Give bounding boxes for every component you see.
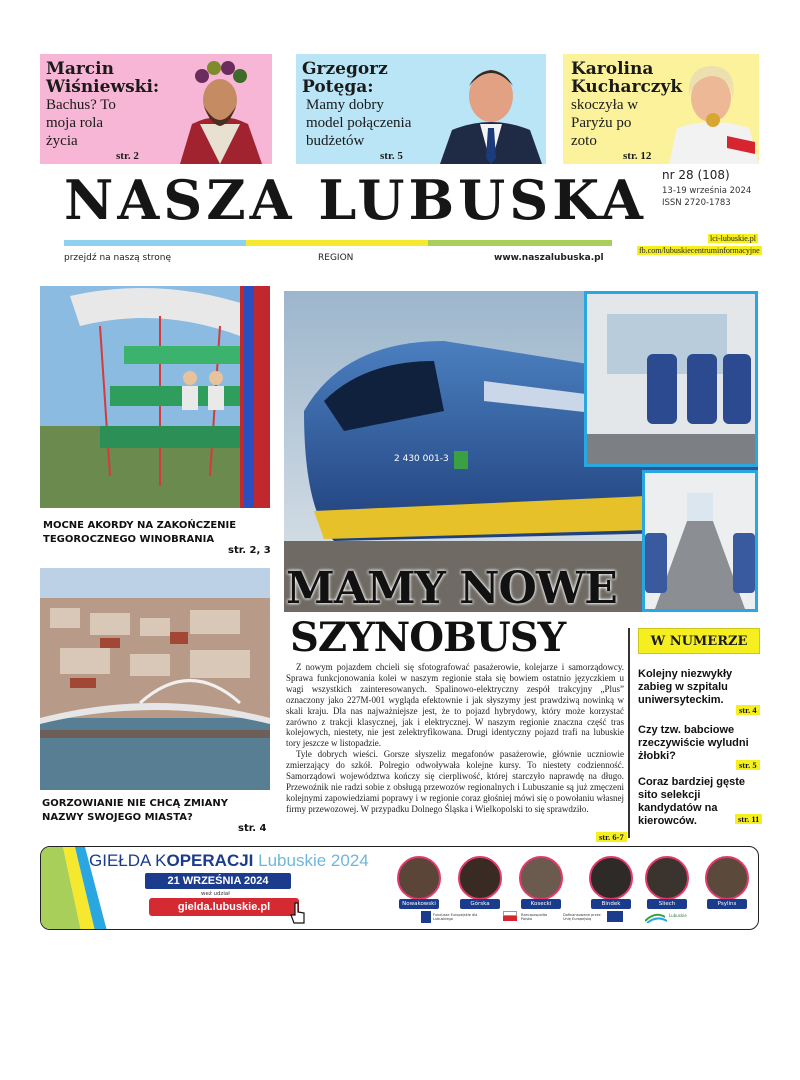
article-paragraph: Tyle dobrych wieści. Gorsze słyszeliz megafonów pasażerowie, głównie uczniowie zmierzający do szkół. Polregio odwoływała kolejne kursy. To niestety codzienność. Samorządowi województwa kończy się cierpliwość, której starczyło naprawdę na długo. Przewoźnik nie radzi sobie z obsługą przewozów regionalnych i Lubuszanie są już zmęczeni kolejnymi zapowiedziami poprawy i w regionie coraz głośniej mówi się o powołaniu własnej firmy przewozowej. W przypadku Dolnego Śląska i Wielkopolski to się sprawdziło. bbox=[286, 749, 624, 814]
banner-small-note: weź udział bbox=[201, 891, 230, 897]
teaser-page: str. 12 bbox=[623, 150, 652, 162]
banner-title-part: GIEŁDA K bbox=[89, 851, 167, 870]
banner-link-button[interactable]: gielda.lubuskie.pl bbox=[149, 898, 299, 916]
pl-flag-red bbox=[503, 916, 517, 921]
kucharczyk-photo bbox=[667, 54, 759, 164]
teaser-name: Grzegorz Potęga: bbox=[302, 59, 388, 97]
sidebar-title: W NUMERZE bbox=[650, 634, 748, 649]
website-prompt: przejdź na naszą stronę bbox=[64, 253, 172, 263]
speaker-avatar bbox=[458, 856, 502, 900]
article-paragraph: Z nowym pojazdem chcieli się sfotografować pasażerowie, kolejarze i samorządowcy. Sprawa funkcjonowania kolei w naszym regionie stała się bowiem ostatnio języczkiem u wagi wszystkich zainteresowanych. Spalinowo-elektryczny zespół trakcyjny „Plus” oznaczony jako 227M-001 wygląda efektownie i jak słyszymy jest prawdziwą nowinką w skali kraju. Dla nas najważniejsze jest, że to pojazd hybrydowy, który może korzystać zarówno z trakcji klasycznej, jak i elektrycznej. W naszym regionie znaczna część tras kolejowych, niestety, nie jest zelektryfikowana. Drugi identyczny pojazd trafi na lubuskie tory jeszcze w listopadzie. bbox=[286, 662, 624, 749]
lubuskie-logo-icon bbox=[645, 911, 667, 923]
color-bar-yellow bbox=[246, 240, 428, 246]
link-facebook[interactable]: fb.com/lubuskiecentruminformacyjne bbox=[639, 246, 760, 255]
gielda-kooperacji-banner[interactable] bbox=[40, 846, 759, 930]
speaker-avatar bbox=[519, 856, 563, 900]
train-interior-photo-2 bbox=[642, 470, 758, 612]
speaker-avatar bbox=[397, 856, 441, 900]
teaser-page: str. 5 bbox=[380, 150, 403, 162]
link-lci[interactable]: lci-lubuskie.pl bbox=[710, 234, 756, 243]
gorzow-caption[interactable]: GORZOWIANIE NIE CHCĄ ZMIANY NAZWY SWOJEGO MIASTA? bbox=[42, 798, 228, 823]
speaker-name: Nowakowski bbox=[399, 899, 439, 909]
speaker-avatar bbox=[645, 856, 689, 900]
sidebar-header bbox=[638, 628, 760, 654]
issue-date: 13-19 września 2024 bbox=[662, 186, 752, 196]
teaser-quote: skoczyła w Paryżu po zoto bbox=[571, 97, 639, 149]
banner-title-part: Lubuskie 2024 bbox=[258, 851, 369, 870]
speaker-name: Bindek bbox=[591, 899, 631, 909]
train-number: 2 430 001-3 bbox=[394, 454, 449, 464]
sidebar-item-drivers[interactable]: Coraz bardziej gęste sito selekcji kandydatów na kierowców. bbox=[638, 776, 745, 827]
issue-number: nr 28 (108) bbox=[662, 168, 730, 182]
speaker-name: Górska bbox=[460, 899, 500, 909]
color-bar-blue bbox=[64, 240, 246, 246]
gorzow-aerial-photo bbox=[40, 568, 270, 790]
main-story-page: str. 6-7 bbox=[596, 832, 627, 842]
eu-flag-icon bbox=[607, 911, 623, 922]
masthead-title: NASZA LUBUSKA bbox=[64, 168, 647, 232]
website-url[interactable]: www.naszalubuska.pl bbox=[494, 253, 604, 263]
gorzow-page: str. 4 bbox=[238, 823, 267, 834]
logo-label: Rzeczpospolita Polska bbox=[521, 913, 548, 921]
bachus-photo bbox=[170, 54, 270, 164]
winobranie-caption[interactable]: MOCNE AKORDY NA ZAKOŃCZENIE TEGOROCZNEGO WINOBRANIA bbox=[43, 520, 237, 545]
speaker-avatar bbox=[589, 856, 633, 900]
region-label: REGION bbox=[318, 253, 354, 263]
teaser-quote: Bachus? To moja rola życia bbox=[46, 97, 116, 149]
logo-label: Dofinansowane przez Unię Europejską bbox=[563, 913, 601, 921]
winobranie-photo bbox=[40, 286, 270, 508]
sidebar-divider bbox=[628, 628, 630, 838]
train-interior-photo-1 bbox=[584, 291, 758, 467]
teaser-name: Karolina Kucharczyk bbox=[571, 59, 683, 97]
fe-logo-icon bbox=[421, 911, 431, 923]
cursor-hand-icon bbox=[289, 901, 309, 925]
sidebar-item-page: str. 4 bbox=[736, 705, 760, 715]
speaker-avatar bbox=[705, 856, 749, 900]
teaser-wisniewski[interactable] bbox=[40, 54, 272, 164]
banner-title-part: OPERACJI bbox=[166, 851, 254, 870]
banner-date: 21 WRZEŚNIA 2024 bbox=[145, 873, 291, 889]
teaser-quote: Mamy dobry model połączenia budżetów bbox=[306, 97, 412, 149]
sidebar-item-page: str. 5 bbox=[736, 760, 760, 770]
teaser-page: str. 2 bbox=[116, 150, 139, 162]
logo-label: Fundusze Europejskie dla Lubuskiego bbox=[433, 913, 478, 921]
sidebar-item-page: str. 11 bbox=[735, 814, 762, 824]
speaker-name: Psylins bbox=[707, 899, 747, 909]
sidebar-item-hospital[interactable]: Kolejny niezwykły zabieg w szpitalu uniwersyteckim. bbox=[638, 668, 733, 706]
sidebar-item-babciowe[interactable]: Czy tzw. babciowe rzeczywiście wyludni żłobki? bbox=[638, 724, 749, 762]
issn: ISSN 2720-1783 bbox=[662, 198, 731, 208]
main-article-body bbox=[286, 662, 624, 815]
main-headline-line1: MAMY NOWE bbox=[286, 563, 617, 614]
teaser-potega[interactable] bbox=[296, 54, 546, 164]
speaker-name: Kosecki bbox=[521, 899, 561, 909]
color-bar-green bbox=[428, 240, 612, 246]
banner-title bbox=[89, 851, 369, 871]
teaser-name: Marcin Wiśniewski: bbox=[46, 59, 160, 97]
speaker-name: Sliech bbox=[647, 899, 687, 909]
winobranie-page: str. 2, 3 bbox=[228, 545, 271, 556]
potega-photo bbox=[436, 54, 546, 164]
logo-label: Lubuskie bbox=[669, 913, 687, 918]
main-headline-line2: SZYNOBUSY bbox=[290, 614, 566, 661]
teaser-kucharczyk[interactable] bbox=[563, 54, 759, 164]
